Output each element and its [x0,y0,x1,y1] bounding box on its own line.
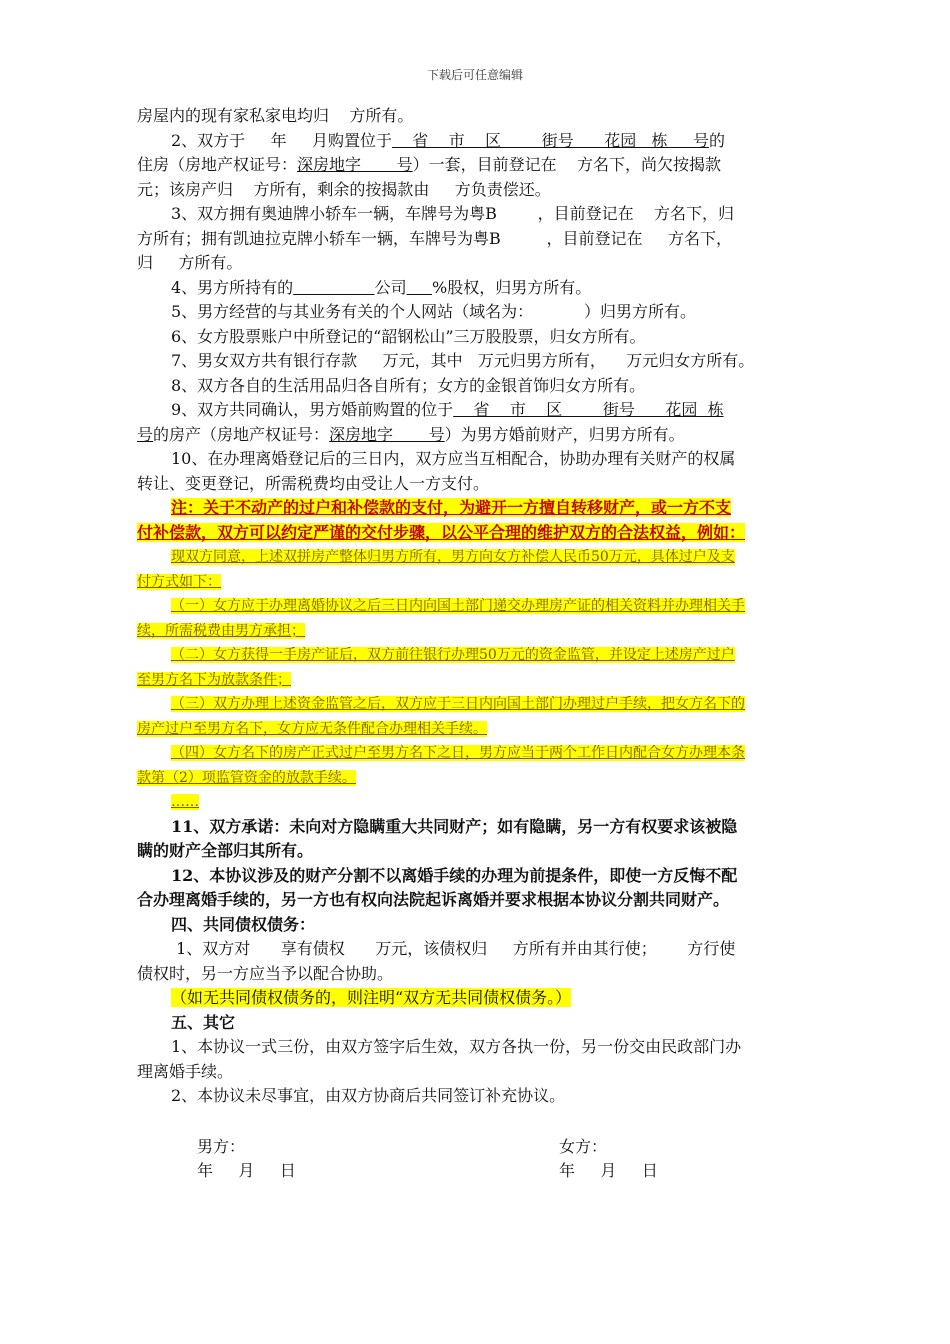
clause-10: 10、在办理离婚登记后的三日内，双方应当互相配合，协助办理有关财产的权属 [171,449,736,468]
certificate-blank: 深房地字 号 [297,155,413,174]
debt-clause-1: 1、双方对 享有债权 万元，该债权归 方所有并由其行使； 方行使 [171,939,736,958]
text-span: 号 [137,424,154,444]
text-span: 的房产（房地产权证号： [153,424,330,444]
highlighted-note: （如无共同债权债务的，则注明“双方无共同债权债务。） [171,988,572,1007]
percent-blank [407,278,432,297]
company-blank [293,278,374,297]
example-line [137,619,845,644]
text-span: ）一套，目前登记在 方名下，尚欠按揭款 [412,155,721,174]
address-blank: 省 市 区 街号 花园 栋 号 [392,130,709,150]
document-body [137,104,845,1184]
clause-3: 3、双方拥有奥迪牌小轿车一辆，车牌号为粤B ，目前登记在 方名下，归 [171,204,734,223]
text-span: 住房（房地产权证号： [137,155,298,174]
highlighted-note: 付补偿款，双方可以约定严谨的交付步骤，以公平合理的维护双方的合法权益，例如： [137,522,746,542]
other-clause-1: 1、本协议一式三份，由双方签字后生效，双方各执一份，另一份交由民政部门办 [171,1037,742,1056]
example-line [137,643,845,668]
text-span: 公司 [374,277,407,297]
male-date: 年 月 日 [197,1161,296,1180]
example-line [137,717,845,742]
female-date: 年 月 日 [559,1161,658,1180]
highlighted-example: （二）女方获得一手房产证后，双方前往银行办理50万元的资金监管，并设定上述房产过户 [171,647,735,663]
spacer [137,1109,845,1135]
clause-7: 7、男女双方共有银行存款 万元，其中 万元归男方所有， 万元归女方所有。 [171,351,755,370]
highlighted-example: 付方式如下： [137,573,221,590]
text-line: 房屋内的现有家私家电均归 方所有。 [137,106,414,125]
text-span: 的 [708,130,725,150]
text-line [137,153,845,178]
highlighted-example: 款第（2）项监管资金的放款手续。 [137,769,356,786]
female-signature-label: 女方： [559,1136,608,1156]
text-line: 瞒的财产全部归其所有。 [137,841,314,860]
text-span: ）为男方婚前财产，归男方所有。 [444,424,685,444]
example-line [137,668,845,693]
debt-note [137,986,845,1011]
highlighted-example: （三）双方办理上述资金监管之后，双方应于三日内向国土部门办理过户手续，把女方名下的 [171,696,745,712]
text-line: 元；该房产归 方所有，剩余的按揭款由 方负责偿还。 [137,179,551,199]
clause-12: 12、本协议涉及的财产分割不以离婚手续的办理为前提条件，即使一方反悔不配 [171,865,738,885]
page-header: 下载后可任意编辑 [426,68,523,82]
text-line: 债权时，另一方应当予以配合协助。 [137,963,394,983]
ellipsis: …… [171,794,199,810]
clause-8: 8、双方各自的生活用品归各自所有；女方的金银首饰归女方所有。 [171,375,646,395]
example-line [137,594,845,619]
text-line: 理离婚手续。 [137,1061,234,1081]
note-line [137,496,845,521]
example-line [137,570,845,595]
highlighted-example: （一）女方应于办理离婚协议之后三日内向国土部门递交办理房产证的相关资料并办理相关手 [171,598,745,614]
example-line [137,741,845,766]
highlighted-example: （四）女方名下的房产正式过户至男方名下之日，男方应当于两个工作日内配合女方办理本条 [171,745,745,761]
text-line: 归 方所有。 [137,253,243,272]
example-line [137,790,845,815]
date-row [137,1159,845,1184]
highlighted-example: 房产过户至男方名下，女方应无条件配合办理相关手续。 [137,720,487,737]
section-heading-debts: 四、共同债权债务： [171,914,316,934]
text-line [137,423,845,448]
clause-6: 6、女方股票账户中所登记的“韶钢松山”三万股股票，归女方所有。 [171,326,646,346]
text-span: %股权，归男方所有。 [432,277,592,297]
clause-4 [137,276,845,301]
section-heading-other: 五、其它 [171,1012,236,1032]
text-span: 4、男方所持有的 [171,277,294,297]
certificate-blank: 深房地字 号 [329,424,445,444]
note-line [137,521,845,546]
address-blank: 省 市 区 街号 花园 栋 [453,400,724,419]
male-signature-label: 男方： [197,1136,246,1156]
other-clause-2: 2、本协议未尽事宜，由双方协商后共同签订补充协议。 [171,1086,566,1105]
clause-11: 11、双方承诺：未向对方隐瞒重大共同财产；如有隐瞒，另一方有权要求该被隐 [171,816,738,836]
clause-9 [137,398,845,423]
clause-2 [137,129,845,154]
highlighted-example: 现双方同意，上述双拼房产整体归男方所有，男方向女方补偿人民币50万元，具体过户及支 [171,549,735,565]
example-line [137,766,845,791]
signature-row [137,1135,845,1160]
text-line: 合办理离婚手续的，另一方也有权向法院起诉离婚并要求根据本协议分割共同财产。 [137,890,730,909]
example-line [137,692,845,717]
text-line: 转让、变更登记，所需税费均由受让人一方支付。 [137,473,490,493]
clause-5: 5、男方经营的与其业务有关的个人网站（域名为： ）归男方所有。 [171,302,697,321]
highlighted-example: 至男方名下为放款条件； [137,671,291,688]
example-line [137,545,845,570]
text-span: 9、双方共同确认，男方婚前购置的位于 [171,400,454,419]
text-span: 2、双方于 年 月购置位于 [171,130,393,150]
highlighted-example: 续，所需税费由男方承担； [137,622,305,639]
highlighted-note: 注：关于不动产的过户和补偿款的支付，为避开一方擅自转移财产，或一方不支 [171,498,732,517]
text-line: 方所有；拥有凯迪拉克牌小轿车一辆，车牌号为粤B ，目前登记在 方名下， [137,228,732,248]
